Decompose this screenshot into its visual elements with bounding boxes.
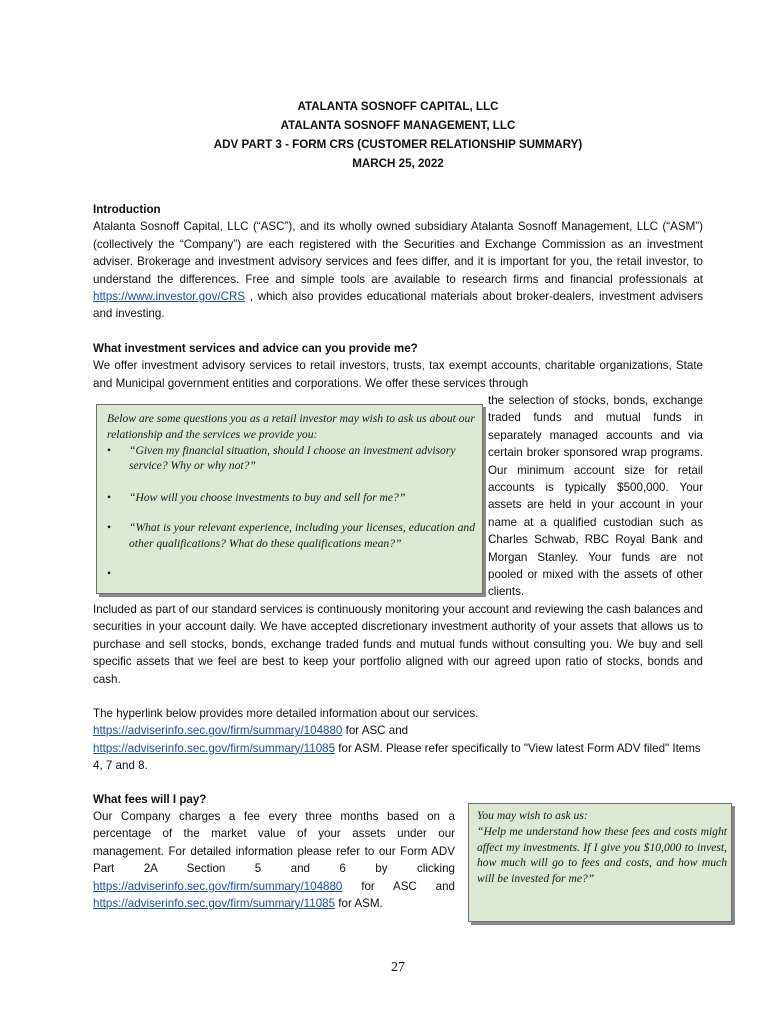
question-item: • “What is your relevant experience, including your licenses, education and other qualifications? What do these qualifications mean?” — [107, 520, 475, 550]
hyperlinks-intro: The hyperlink below provides more detailed information about our services. — [93, 707, 479, 720]
question-item: • “Given my financial situation, should I choose an investment advisory service? Why or why not?” — [107, 443, 456, 473]
questions-list — [107, 443, 477, 580]
question-item: • “How will you choose investments to buy and sell for me?” — [107, 491, 406, 505]
fees-asm-link[interactable]: https://adviserinfo.sec.gov/firm/summary/11085 — [93, 897, 336, 911]
asm-adviserinfo-link[interactable]: https://adviserinfo.sec.gov/firm/summary/11085 — [93, 741, 336, 755]
header-company-1: ATALANTA SOSNOFF CAPITAL, LLC — [297, 100, 499, 113]
header-date: MARCH 25, 2022 — [352, 157, 444, 170]
questions-box — [96, 404, 483, 594]
hyperlinks-section — [93, 705, 703, 775]
questions-intro: Below are some questions you as a retail investor may wish to ask us about our relationship and the services we provide you: — [107, 412, 475, 441]
services-text-top: We offer investment advisory services to retail investors, trusts, tax exempt accounts, charitable organizations, State and Municipal government entities and corporations. We offer these services through — [93, 359, 703, 390]
fees-text: Our Company charges a fee every three months based on a percentage of the market value of your assets under our management. For detailed information please refer to our Form ADV Part 2A Section 5 and 6 by clicking https://adviserinfo.sec.gov/firm/summary/104880 for ASC and https://adviserinfo.sec.gov/firm/summary/11085 for ASM. — [93, 810, 455, 911]
header-form-title: ADV PART 3 - FORM CRS (CUSTOMER RELATIONSHIP SUMMARY) — [213, 138, 583, 151]
bullet: • — [107, 443, 112, 457]
services-heading: What investment services and advice can you provide me? — [93, 342, 418, 355]
bullet: • — [107, 520, 112, 534]
bullet: • — [107, 491, 112, 505]
fees-asc-link[interactable]: https://adviserinfo.sec.gov/firm/summary/104880 — [93, 879, 343, 893]
asc-adviserinfo-link[interactable]: https://adviserinfo.sec.gov/firm/summary/104880 — [93, 724, 343, 738]
services-text-right: the selection of stocks, bonds, exchange traded funds and mutual funds in separately managed accounts and via certain broker sponsored wrap programs. Our minimum account size for retail accounts is typically $500,000. Your assets are held in your account in your name at a qualified custodian such as Charles Schwab, RBC Royal Bank and Morgan Stanley. Your funds are not pooled or mixed with the assets of other clients. — [488, 394, 703, 599]
hyperlinks-text: https://adviserinfo.sec.gov/firm/summary/104880 for ASC and https://adviserinfo.sec.gov/firm/summary/11085 for ASM. Please refer specifically to "View latest Form ADV filed" Items 4, 7 and 8. — [93, 724, 701, 773]
fees-box-intro: You may wish to ask us: — [477, 809, 588, 822]
investor-gov-link[interactable]: https://www.investor.gov/CRS — [93, 290, 246, 304]
services-text-bottom: Included as part of our standard services is continuously monitoring your account and reviewing the cash balances and securities in your account daily. We have accepted discretionary investment authority of your assets that allows us to purchase and sell stocks, bonds, exchange traded funds and mutual funds without consulting you. We buy and sell specific assets that we feel are best to keep your portfolio aligned with our agreed upon ratio of stocks, bonds and cash. — [93, 603, 703, 686]
services-section — [93, 340, 703, 392]
bullet: • — [107, 566, 112, 580]
page-number: 27 — [391, 960, 405, 975]
intro-text: Atalanta Sosnoff Capital, LLC (“ASC”), and its wholly owned subsidiary Atalanta Sosnoff Management, LLC (“ASM”) (collectively the “Company”) are each registered with the Securities and Exchange Commission as an investment adviser. Brokerage and investment advisory services and fees differ, and it is important for you, the retail investor, to understand the differences. Free and simple tools are available to research firms and financial professionals at https://www.investor.gov/CRS , which also provides educational materials about broker-dealers, investment advisers and investing. — [93, 220, 703, 321]
document-header — [0, 97, 770, 173]
fees-heading: What fees will I pay? — [93, 793, 207, 806]
intro-section — [93, 201, 703, 323]
fees-questions-box — [468, 803, 732, 922]
header-company-2: ATALANTA SOSNOFF MANAGEMENT, LLC — [280, 119, 516, 132]
intro-heading: Introduction — [93, 203, 161, 216]
fees-box-question: “Help me understand how these fees and costs might affect my investments. If I give you $10,000 to invest, how much will go to fees and costs, and how much will be invested for me?” — [477, 824, 727, 886]
